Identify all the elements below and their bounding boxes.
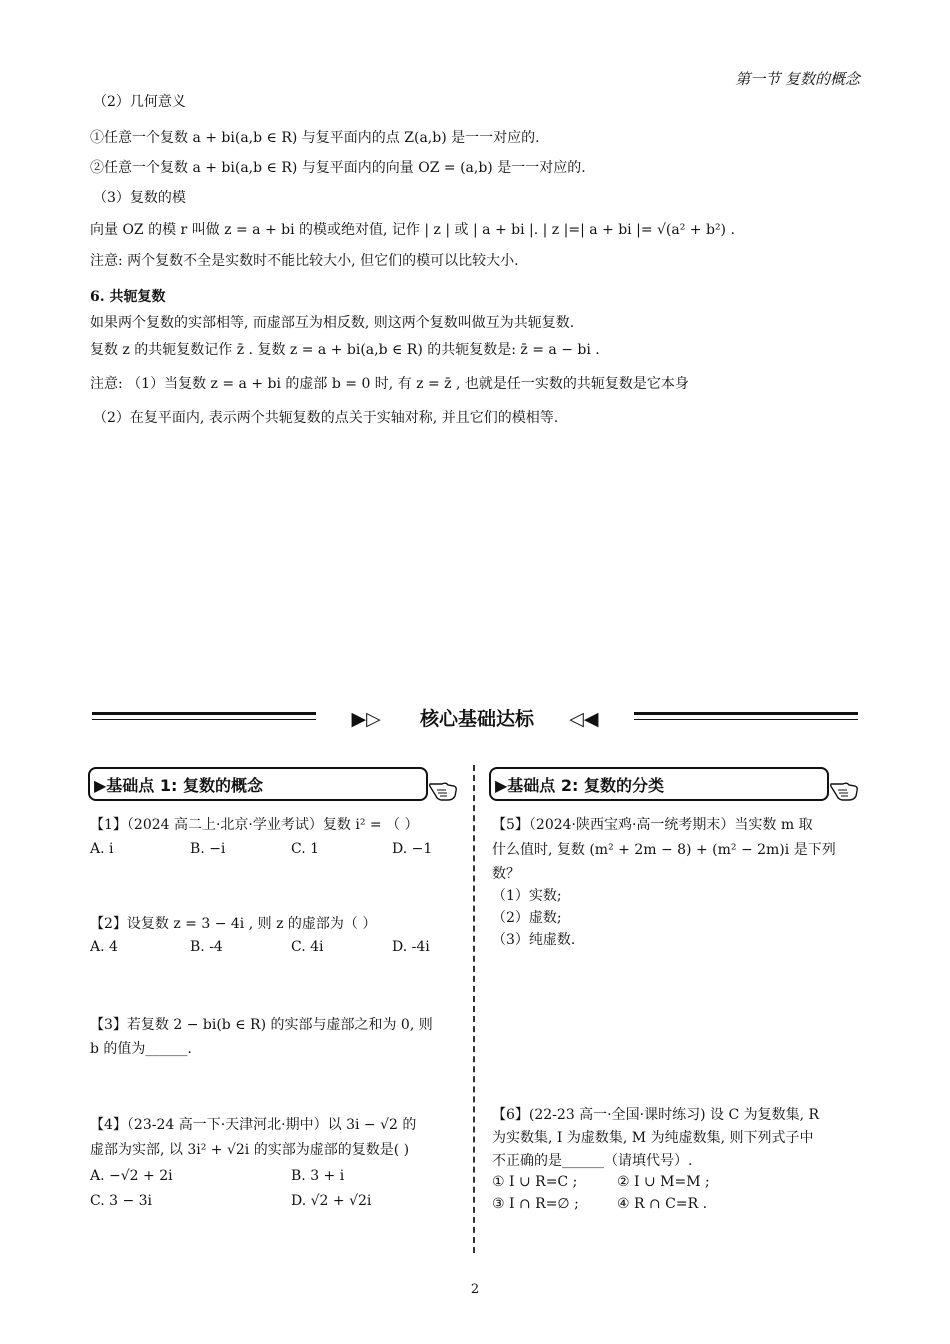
question-5-item-3: （3）纯虚数. bbox=[492, 932, 576, 948]
question-5-item-1: （1）实数; bbox=[492, 888, 562, 904]
question-4-line-2: 虚部为实部, 以 3i² + √2i 的实部为虚部的复数是( ) bbox=[90, 1142, 410, 1158]
conjugate-note-1: 注意: （1）当复数 z = a + bi 的虚部 b = 0 时, 有 z = z̄ , 也就是任一实数的共轭复数是它本身 bbox=[90, 376, 689, 392]
conjugate-definition: 如果两个复数的实部相等, 而虚部互为相反数, 则这两个复数叫做互为共轭复数. bbox=[90, 315, 575, 331]
question-5-item-2: （2）虚数; bbox=[492, 910, 562, 926]
question-4-option-c: C. 3 − 3i bbox=[90, 1193, 153, 1209]
column-divider bbox=[473, 765, 475, 1253]
question-1-option-a: A. i bbox=[90, 841, 114, 857]
geometric-vector-statement: ②任意一个复数 a + bi(a,b ∈ R) 与复平面内的向量 OZ = (a,b) 是一一对应的. bbox=[90, 160, 586, 176]
conjugate-notation: 复数 z 的共轭复数记作 z̄ . 复数 z = a + bi(a,b ∈ R) 的共轭复数是: z̄ = a − bi . bbox=[90, 342, 600, 358]
pointing-hand-icon bbox=[829, 774, 859, 802]
question-3-line-2: b 的值为______. bbox=[90, 1041, 192, 1057]
question-6-line-2: 为实数集, I 为虚数集, M 为纯虚数集, 则下列式子中 bbox=[492, 1130, 814, 1146]
page-number: 2 bbox=[470, 1282, 480, 1297]
basic-point-1-box: ▶基础点 1: 复数的概念 bbox=[88, 767, 428, 801]
question-5-line-1: 【5】（2024·陕西宝鸡·高一统考期末）当实数 m 取 bbox=[492, 817, 813, 833]
section-header: 第一节 复数的概念 bbox=[735, 70, 860, 88]
question-4-line-1: 【4】（23-24 高一下·天津河北·期中）以 3i − √2 的 bbox=[90, 1117, 417, 1133]
question-1-option-c: C. 1 bbox=[291, 841, 320, 857]
question-4-option-a: A. −√2 + 2i bbox=[90, 1168, 173, 1184]
question-6-option-1: ① I ∪ R=C ; bbox=[492, 1174, 578, 1190]
modulus-title: （3）复数的模 bbox=[93, 190, 186, 206]
question-6-option-3: ③ I ∩ R=∅ ; bbox=[492, 1196, 579, 1212]
pointing-hand-icon bbox=[428, 774, 458, 802]
question-3-line-1: 【3】若复数 2 − bi(b ∈ R) 的实部与虚部之和为 0, 则 bbox=[90, 1017, 433, 1033]
conjugate-title: 6. 共轭复数 bbox=[90, 289, 166, 305]
banner-left-arrows: ▶▷ bbox=[351, 708, 381, 730]
conjugate-note-2: （2）在复平面内, 表示两个共轭复数的点关于实轴对称, 并且它们的模相等. bbox=[93, 410, 559, 426]
question-2-stem: 【2】设复数 z = 3 − 4i , 则 z 的虚部为（ ） bbox=[90, 916, 377, 932]
question-6-line-3: 不正确的是______（请填代号）. bbox=[492, 1153, 693, 1169]
question-5-line-3: 数？ bbox=[492, 866, 520, 882]
basic-point-2-box: ▶基础点 2: 复数的分类 bbox=[489, 767, 829, 801]
question-4-option-b: B. 3 + i bbox=[291, 1168, 345, 1184]
geometric-point-statement: ①任意一个复数 a + bi(a,b ∈ R) 与复平面内的点 Z(a,b) 是一一对应的. bbox=[90, 130, 540, 146]
banner-title: 核心基础达标 bbox=[419, 708, 534, 730]
question-5-line-2: 什么值时, 复数 (m² + 2m − 8) + (m² − 2m)i 是下列 bbox=[492, 842, 836, 858]
question-4-option-d: D. √2 + √2i bbox=[291, 1193, 372, 1209]
question-1-option-d: D. −1 bbox=[392, 841, 433, 857]
question-1-stem: 【1】（2024 高二上·北京·学业考试）复数 i² = （ ） bbox=[90, 817, 419, 833]
section-banner bbox=[0, 704, 950, 734]
question-2-option-b: B. -4 bbox=[190, 939, 223, 955]
question-6-line-1: 【6】(22-23 高一·全国·课时练习) 设 C 为复数集, R bbox=[492, 1107, 820, 1123]
geometric-meaning-title: （2）几何意义 bbox=[93, 94, 186, 110]
modulus-definition: 向量 OZ 的模 r 叫做 z = a + bi 的模或绝对值, 记作 | z | 或 | a + bi |. | z |=| a + bi |= √(a² + b²) . bbox=[90, 222, 735, 238]
question-6-option-2: ② I ∪ M=M ; bbox=[617, 1174, 710, 1190]
question-6-option-4: ④ R ∩ C=R . bbox=[617, 1196, 708, 1212]
question-2-option-a: A. 4 bbox=[90, 939, 118, 955]
question-2-option-c: C. 4i bbox=[291, 939, 324, 955]
question-2-option-d: D. -4i bbox=[392, 939, 430, 955]
banner-right-arrows: ◁◀ bbox=[569, 708, 599, 730]
question-1-option-b: B. −i bbox=[190, 841, 226, 857]
modulus-note: 注意: 两个复数不全是实数时不能比较大小, 但它们的模可以比较大小. bbox=[90, 253, 519, 269]
